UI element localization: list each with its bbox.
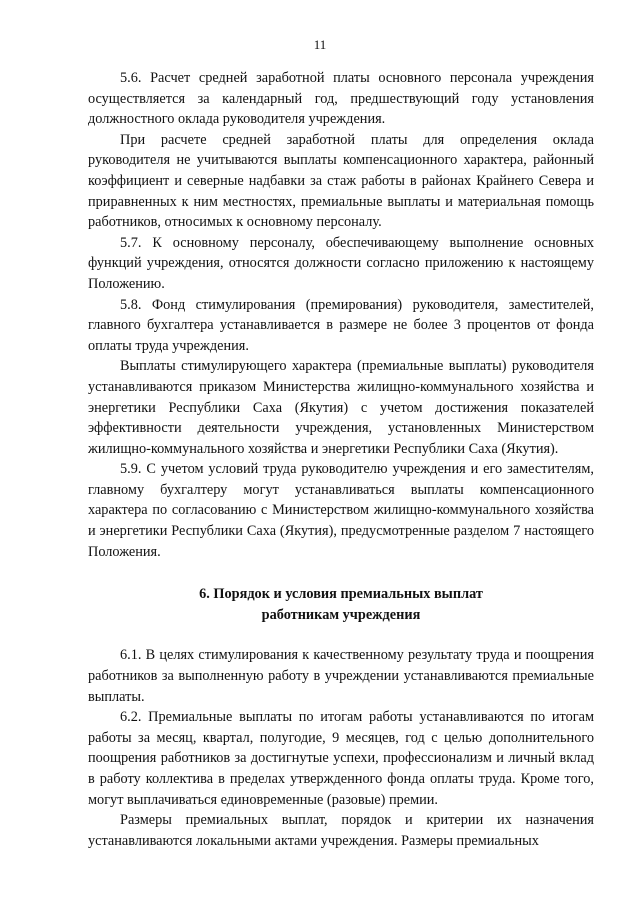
paragraph-5-6-salary-calc: При расчете средней заработной платы для определения оклада руководителя не учитываются выплаты компенсационного характера, районный коэффициент и северные надбавки за стаж работы в районах Крайнего Севера и приравненных к ним местностях, премиальные выплаты и материальная помощь работников, относимых к основному персоналу. <box>88 131 594 231</box>
page-number: 11 <box>313 37 327 52</box>
section-heading-line-2: работникам учреждения <box>261 606 421 623</box>
document-body <box>88 68 594 851</box>
paragraph-5-6: 5.6. Расчет средней заработной платы основного персонала учреждения осуществляется за календарный год, предшествующий году установления должностного оклада руководителя учреждения. <box>88 70 594 128</box>
paragraph-6-2-bonus-sizes: Размеры премиальных выплат, порядок и критерии их назначения устанавливаются локальными актами учреждения. Размеры премиальных <box>88 812 594 849</box>
paragraph-5-8-stimulating-payments: Выплаты стимулирующего характера (премиальные выплаты) руководителя устанавливаются приказом Министерства жилищно-коммунального хозяйства и энергетики Республики Саха (Якутия) с учетом достижения показателей эффективности деятельности учреждения, установленных Министерством жилищно-коммунального хозяйства и энергетики Республики Саха (Якутия). <box>88 358 594 457</box>
paragraph-5-9: 5.9. С учетом условий труда руководителю учреждения и его заместителям, главному бухгалтеру могут устанавливаться выплаты компенсационного характера по согласованию с Министерством жилищно-коммунального хозяйства и энергетики Республики Саха (Якутия), предусмотренные разделом 7 настоящего Положения. <box>88 461 594 560</box>
paragraph-6-1: 6.1. В целях стимулирования к качественному результату труда и поощрения работников за выполненную работу в учреждении устанавливаются премиальные выплаты. <box>88 647 594 705</box>
paragraph-5-8: 5.8. Фонд стимулирования (премирования) руководителя, заместителей, главного бухгалтера устанавливается в размере не более 3 процентов от фонда оплаты труда учреждения. <box>88 296 594 354</box>
section-heading-line-1: 6. Порядок и условия премиальных выплат <box>199 586 483 603</box>
paragraph-5-7: 5.7. К основному персоналу, обеспечивающему выполнение основных функций учреждения, относятся должности согласно приложению к настоящему Положению. <box>88 234 594 292</box>
paragraph-6-2: 6.2. Премиальные выплаты по итогам работы устанавливаются по итогам работы за месяц, квартал, полугодие, 9 месяцев, год с целью дополнительного поощрения работников за достигнутые успехи, профессионализм и личный вклад в работу коллектива в пределах утвержденного фонда оплаты труда. Кроме того, могут выплачиваться единовременные (разовые) премии. <box>88 709 594 808</box>
